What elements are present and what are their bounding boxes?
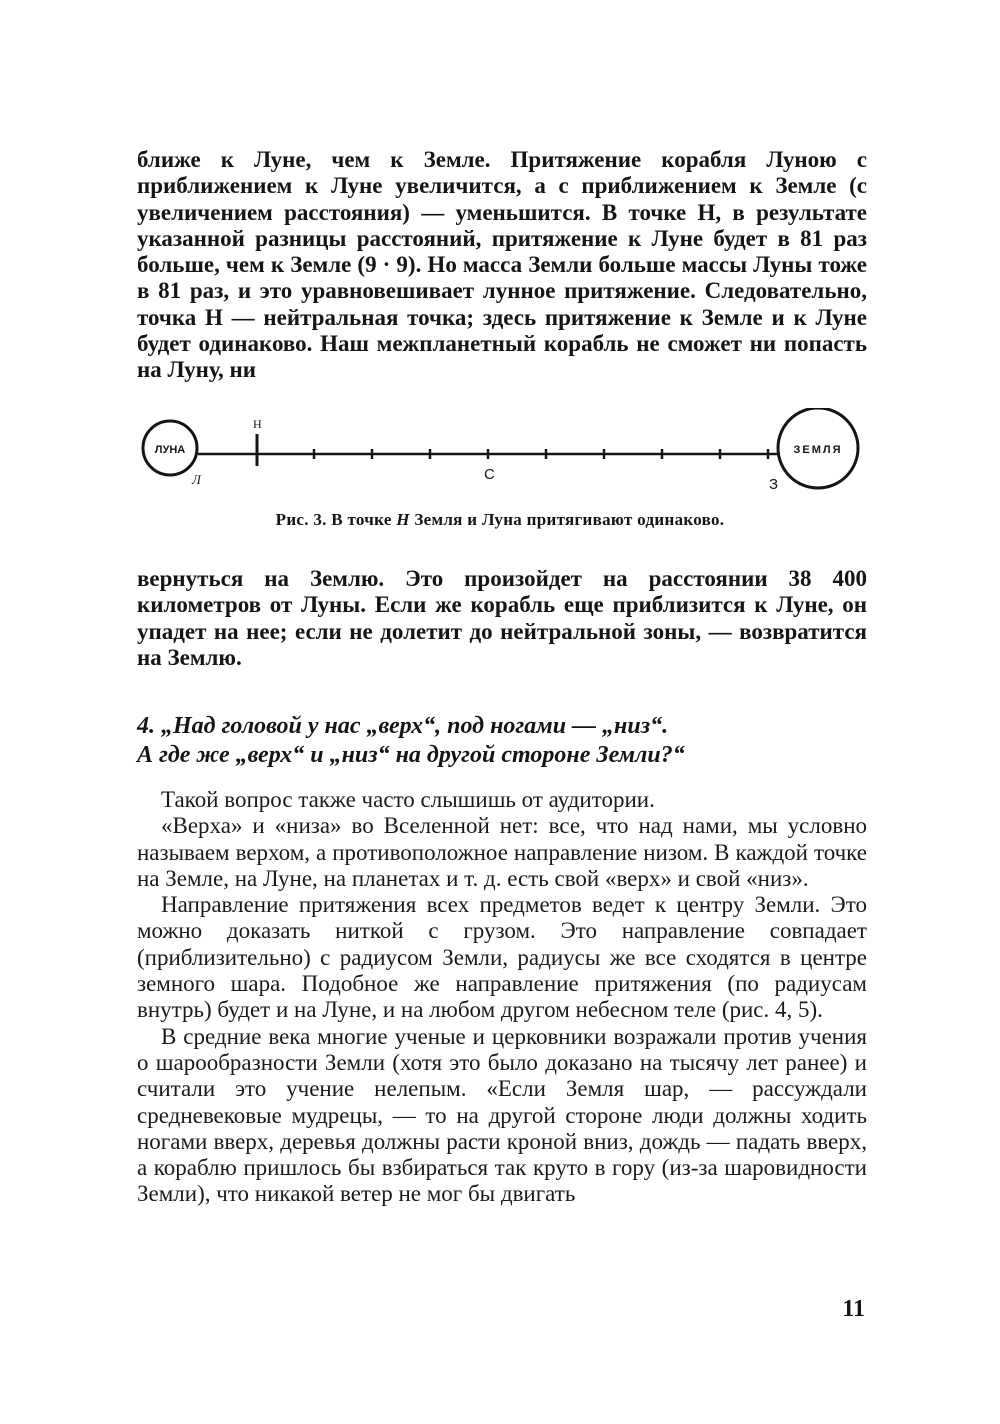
paragraph-continued [137,566,867,671]
caption-suffix: Земля и Луна притягивают одинаково. [414,510,725,529]
caption-point: Н [396,510,410,529]
figure-moon-earth-diagram [128,408,880,500]
section-paragraph: В средние века многие ученые и церковники возражали против учения о шарообразности Земли (хотя это было доказано на тысячу лет ранее) и считали это учение нелепым. «Если Земля шар, — рассуждали средневековые мудрецы, — то на другой стороне люди должны ходить ногами вверх, деревья должны расти кроной вниз, дождь — падать вверх, а кораблю пришлось бы взбираться так круто в гору (из-за шаровидности Земли), что никакой ветер не мог бы двигать [137,1023,867,1207]
paragraph-text: вернуться на Землю. Это произойдет на расстоянии 38 400 километров от Луны. Если же корабль еще приблизится к Луне, он упадет на нее; если не долетит до нейтральной зоны, — возвратится на Землю. [137,566,867,670]
section-paragraph: Такой вопрос также часто слышишь от аудитории. [161,787,655,812]
section-heading [137,712,867,770]
earth-label: ЗЕМЛЯ [793,444,843,456]
caption-prefix: Рис. 3. В точке [275,510,392,529]
label-earth-surface: З [769,476,779,493]
heading-line-1: 4. „Над головой у нас „верх“, под ногами — „низ“. [137,713,669,739]
paragraph-text: ближе к Луне, чем к Земле. Притяжение корабля Луною с приближением к Луне увеличится, а с приближением к Земле (с увеличением расстояния) — уменьшится. В точке Н, в результате указанной разницы расстояний, притяжение к Луне будет в 81 раз больше, чем к Земле (9 · 9). Но масса Земли больше массы Луны тоже в 81 раз, и это уравновешивает лунное притяжение. Следовательно, точка Н — нейтральная точка; здесь притяжение к Земле и к Луне будет одинаково. Наш межпланетный корабль не сможет ни попасть на Луну, ни [137,147,867,383]
label-moon-surface: Л [192,472,201,487]
section-paragraph: Направление притяжения всех предметов ведет к центру Земли. Это можно доказать ниткой с грузом. Это направление совпадает (приблизительно) с радиусом Земли, радиусы же все сходятся в центре земного шара. Подобное же направление притяжения (по радиусам внутрь) будет и на Луне, и на любом другом небесном теле (рис. 4, 5). [137,892,867,1023]
label-neutral-point: Н [253,417,262,431]
label-center: С [484,466,495,483]
figure-caption [0,510,1000,530]
paragraph-top [137,147,867,384]
page-number: 11 [842,1296,865,1322]
section-paragraph: «Верха» и «низа» во Вселенной нет: все, что над нами, мы условно называем верхом, а противоположное направление низом. В каждой точке на Земле, на Луне, на планетах и т. д. есть свой «верх» и свой «низ». [137,813,867,891]
moon-label: ЛУНА [154,444,186,456]
heading-line-2: А где же „верх“ и „низ“ на другой стороне Земли?“ [137,742,685,768]
section-body [137,787,867,1208]
